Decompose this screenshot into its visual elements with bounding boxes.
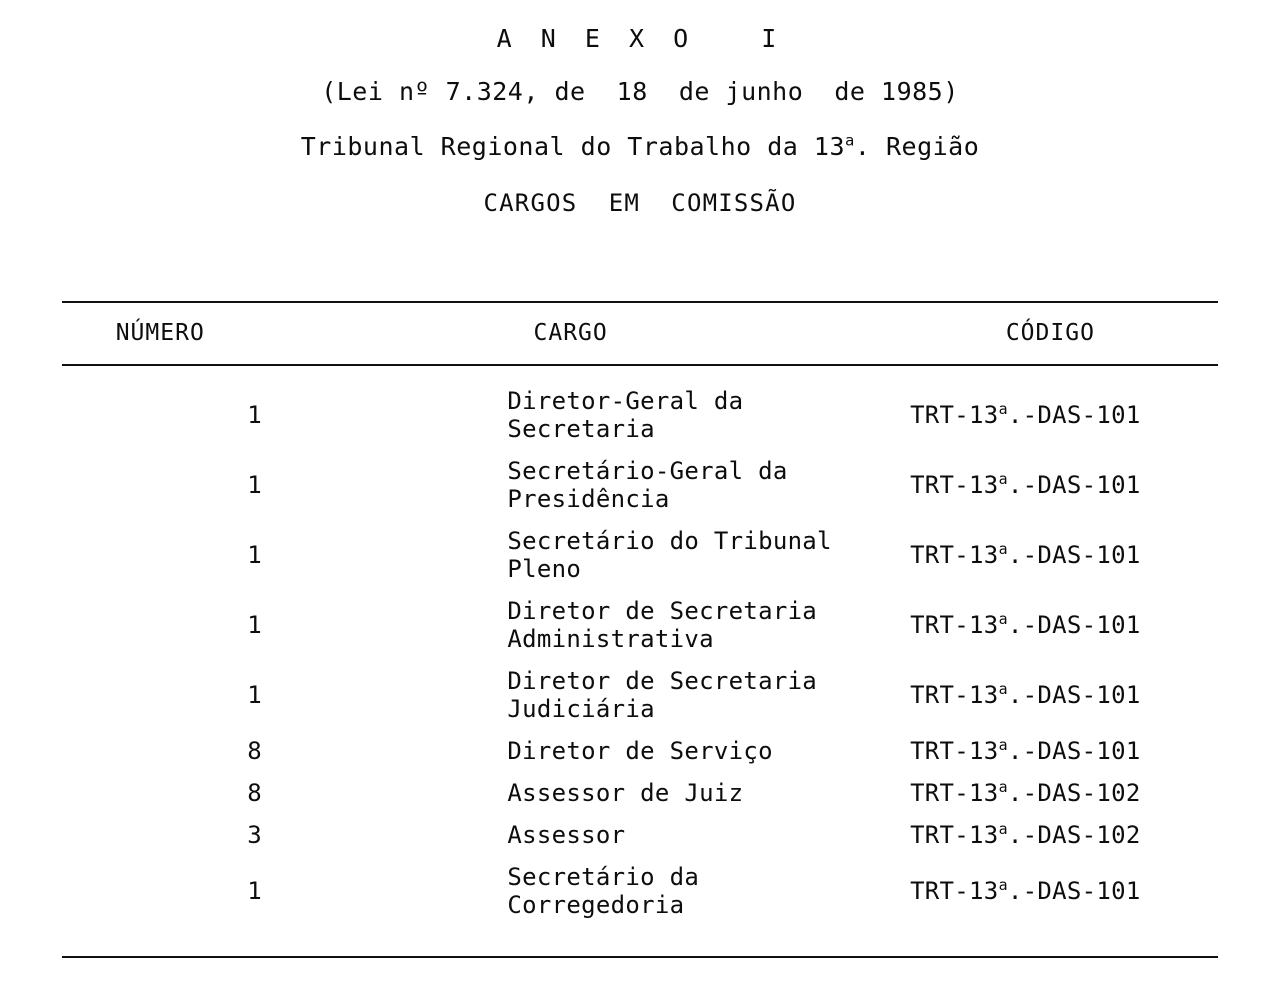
table-row: [62, 856, 1218, 926]
cell-numero: 8: [247, 737, 263, 765]
table-row: [62, 380, 1218, 450]
table-body: [62, 366, 1218, 926]
table-row: [62, 450, 1218, 520]
cell-codigo: [833, 772, 1218, 814]
codigo-prefix: TRT-13: [910, 779, 999, 807]
cargos-table-wrapper: [32, 301, 1248, 958]
cell-codigo: [833, 814, 1218, 856]
column-header-cargo: CARGO: [533, 320, 608, 346]
court-name-suffix: . Região: [854, 132, 980, 161]
cell-codigo: [833, 856, 1218, 926]
cell-numero: 1: [247, 681, 263, 709]
table-body-spacer: [62, 366, 1218, 380]
cell-codigo: [833, 660, 1218, 730]
codigo-ordinal: a: [998, 400, 1008, 418]
cell-codigo: [833, 380, 1218, 450]
cell-codigo: [833, 520, 1218, 590]
document-subtitle: CARGOS EM COMISSÃO: [483, 189, 797, 217]
table-header-row: [62, 303, 1218, 364]
column-header-codigo: CÓDIGO: [1005, 320, 1095, 346]
cell-cargo: Assessor: [507, 821, 626, 849]
cell-numero: 3: [247, 821, 263, 849]
court-name: [32, 132, 1248, 161]
law-reference: (Lei nº 7.324, de 18 de junho de 1985): [321, 77, 959, 106]
table-row: [62, 520, 1218, 590]
table-row: [62, 590, 1218, 660]
codigo-ordinal: a: [998, 736, 1008, 754]
table-row: [62, 814, 1218, 856]
codigo-ordinal: a: [998, 778, 1008, 796]
cell-codigo: [833, 730, 1218, 772]
codigo-ordinal: a: [998, 820, 1008, 838]
cell-cargo: Secretário-Geral da Presidência: [507, 457, 788, 513]
codigo-ordinal: a: [998, 680, 1008, 698]
column-header-numero: NÚMERO: [115, 320, 205, 346]
codigo-suffix: .-DAS-101: [1007, 401, 1141, 429]
table-row: [62, 772, 1218, 814]
codigo-prefix: TRT-13: [910, 821, 999, 849]
cell-codigo: [833, 590, 1218, 660]
codigo-suffix: .-DAS-101: [1007, 471, 1141, 499]
cell-cargo: Diretor de Serviço: [507, 737, 773, 765]
codigo-ordinal: a: [998, 876, 1008, 894]
cell-cargo: Assessor de Juiz: [507, 779, 744, 807]
codigo-ordinal: a: [998, 470, 1008, 488]
cell-numero: 1: [247, 541, 263, 569]
cell-cargo: Diretor de Secretaria Administrativa: [507, 597, 818, 653]
codigo-prefix: TRT-13: [910, 611, 999, 639]
cell-codigo: [833, 450, 1218, 520]
court-name-ordinal: a: [845, 131, 855, 150]
page-title: A N E X O I: [496, 24, 784, 53]
court-name-prefix: Tribunal Regional do Trabalho da 13: [300, 132, 846, 161]
cell-numero: 1: [247, 471, 263, 499]
cell-numero: 1: [247, 611, 263, 639]
codigo-prefix: TRT-13: [910, 737, 999, 765]
cell-cargo: Diretor de Secretaria Judiciária: [507, 667, 818, 723]
codigo-suffix: .-DAS-101: [1007, 681, 1141, 709]
cell-numero: 1: [247, 877, 263, 905]
table-row: [62, 730, 1218, 772]
codigo-suffix: .-DAS-102: [1007, 821, 1141, 849]
codigo-prefix: TRT-13: [910, 681, 999, 709]
cargos-table-body: [62, 366, 1218, 926]
codigo-suffix: .-DAS-101: [1007, 877, 1141, 905]
document-header: [32, 24, 1248, 217]
table-bottom-rule: [62, 956, 1218, 958]
codigo-prefix: TRT-13: [910, 877, 999, 905]
codigo-prefix: TRT-13: [910, 401, 999, 429]
codigo-suffix: .-DAS-101: [1007, 611, 1141, 639]
codigo-prefix: TRT-13: [910, 471, 999, 499]
codigo-suffix: .-DAS-102: [1007, 779, 1141, 807]
cell-cargo: Secretário da Corregedoria: [507, 863, 700, 919]
codigo-suffix: .-DAS-101: [1007, 541, 1141, 569]
cell-cargo: Secretário do Tribunal Pleno: [507, 527, 832, 583]
cell-cargo: Diretor-Geral da Secretaria: [507, 387, 744, 443]
codigo-ordinal: a: [998, 610, 1008, 628]
table-head: [62, 303, 1218, 364]
cell-numero: 8: [247, 779, 263, 807]
codigo-ordinal: a: [998, 540, 1008, 558]
cargos-table: [62, 303, 1218, 364]
codigo-suffix: .-DAS-101: [1007, 737, 1141, 765]
table-row: [62, 660, 1218, 730]
cell-numero: 1: [247, 401, 263, 429]
codigo-prefix: TRT-13: [910, 541, 999, 569]
